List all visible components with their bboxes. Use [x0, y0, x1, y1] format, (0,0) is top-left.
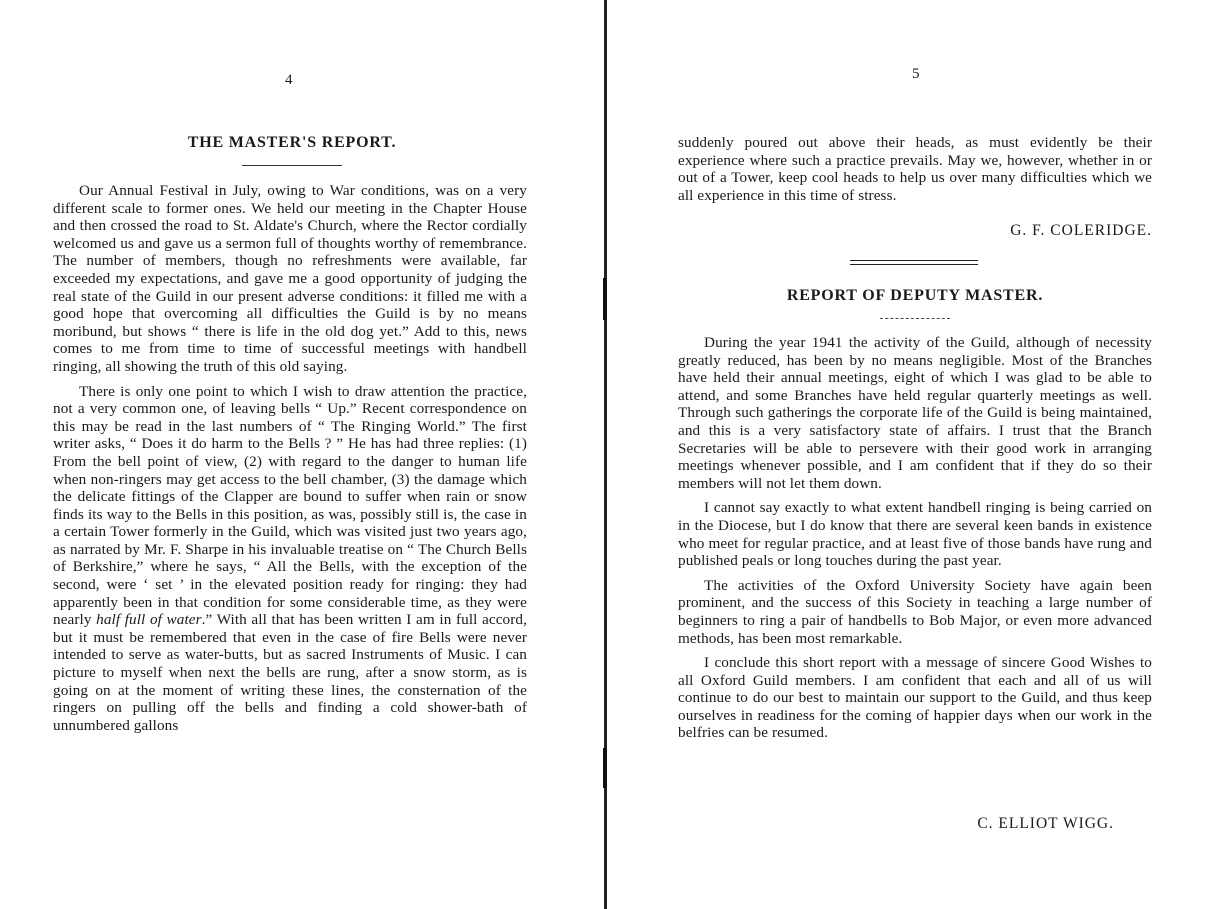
deputy-master-report-heading: REPORT OF DEPUTY MASTER. [786, 287, 1044, 304]
signature-coleridge: G. F. COLERIDGE. [1010, 222, 1152, 239]
masters-report-continuation [678, 134, 1152, 211]
paragraph: During the year 1941 the activity of the Guild, although of necessity greatly reduced, has been by no means negligible. Most of the Branches have held their annual meetings, eight of which I was glad to be able to attend, and some Branches have held regular quarterly meetings as well. Through such gatherings the corporate life of the Guild is being maintained, and this is a very satisfactory state of affairs. I trust that the Branch Secretaries will be able to persevere with their good work in arranging meetings whenever possible, and I am confident that if they do so their members will not let them down. [678, 334, 1152, 492]
paragraph: suddenly poured out above their heads, as must evidently be their experience where such a practice prevails. May we, however, whether in or out of a Tower, keep cool heads to help us over many difficulties which we all experience in this time of stress. [678, 134, 1152, 204]
section-divider [850, 260, 978, 265]
page-number-right: 5 [912, 66, 920, 82]
paragraph: The activities of the Oxford University Society have again been prominent, and the success of this Society in teaching a large number of beginners to ring a pair of handbells to Bob Major, or even more advanced methods, has been most remarkable. [678, 576, 1152, 647]
paragraph: I cannot say exactly to what extent handbell ringing is being carried on in the Diocese, but I do know that there are several keen bands in existence who meet for regular practice, and at least five of those bands have rung and published peals or long touches during the past year. [678, 499, 1152, 570]
spine-mark [603, 278, 607, 320]
signature-wigg: C. ELLIOT WIGG. [977, 815, 1114, 832]
masters-report-heading: THE MASTER'S REPORT. [187, 134, 397, 151]
paragraph: Our Annual Festival in July, owing to War conditions, was on a very different scale to former ones. We held our meeting in the Chapter House and then crossed the road to St. Aldate's Church, where the Rector cordially welcomed us and gave us a sermon full of thoughts worthy of remembrance. The number of members, though no refreshments were available, far exceeded my expectations, and gave me a good opportunity of judging the real state of the Guild in our present adverse conditions: it filled me with a good hope that overcoming all difficulties the Guild is by no means moribund, but shows “ there is life in the old dog yet.” Add to this, news comes to me from time to time of successful meetings with handbell ringing, all showing the truth of this old saying. [53, 182, 527, 375]
heading-underline-left [242, 165, 342, 166]
paragraph: I conclude this short report with a message of sincere Good Wishes to all Oxford Guild members. I am confident that each and all of us will continue to do our best to maintain our support to the Guild, and thus keep ourselves in readiness for the coming of happier days when our work in the belfries can be resumed. [678, 654, 1152, 742]
spine-mark [603, 748, 607, 788]
masters-report-body [53, 182, 527, 741]
heading-underline-right [880, 318, 950, 319]
italic-phrase: half full of water [96, 611, 202, 629]
paragraph: There is only one point to which I wish to draw attention the practice, not a very common one, of leaving bells “ Up.” Recent correspondence on this may be read in the last numbers of “ The Ringing World.” The first writer asks, “ Does it do harm to the Bells ? ” He has had three replies: (1) From the bell point of view, (2) with regard to the danger to human life when non-ringers may get access to the bell chamber, (3) the damage which the delicate fittings of the Clapper are bound to suffer when rain or snow finds its way to the Bells in this position, as was, possibly still is, the case in a certain Tower formerly in the Guild, which was visited just two years ago, as narrated by Mr. F. Sharpe in his invaluable treatise on “ The Church Bells of Berkshire,” where he says, “ All the Bells, with the exception of the second, were ‘ set ’ in the elevated position ready for ringing: they had apparently been in that condition for some considerable time, as they were nearly half full of water.” With all that has been written I am in full accord, but it must be remembered that even in the case of fire Bells were never intended to serve as water-butts, but as sacred Instruments of Music. I can picture to myself when next the bells are rung, after a snow storm, as is going on at the moment of writing these lines, the consternation of the ringers on pulling off the bells and finding a cold shower-bath of unnumbered gallons [53, 382, 527, 734]
right-page [608, 0, 1222, 909]
deputy-master-report-body [678, 334, 1152, 749]
page-number-left: 4 [285, 72, 293, 88]
left-page [0, 0, 606, 909]
